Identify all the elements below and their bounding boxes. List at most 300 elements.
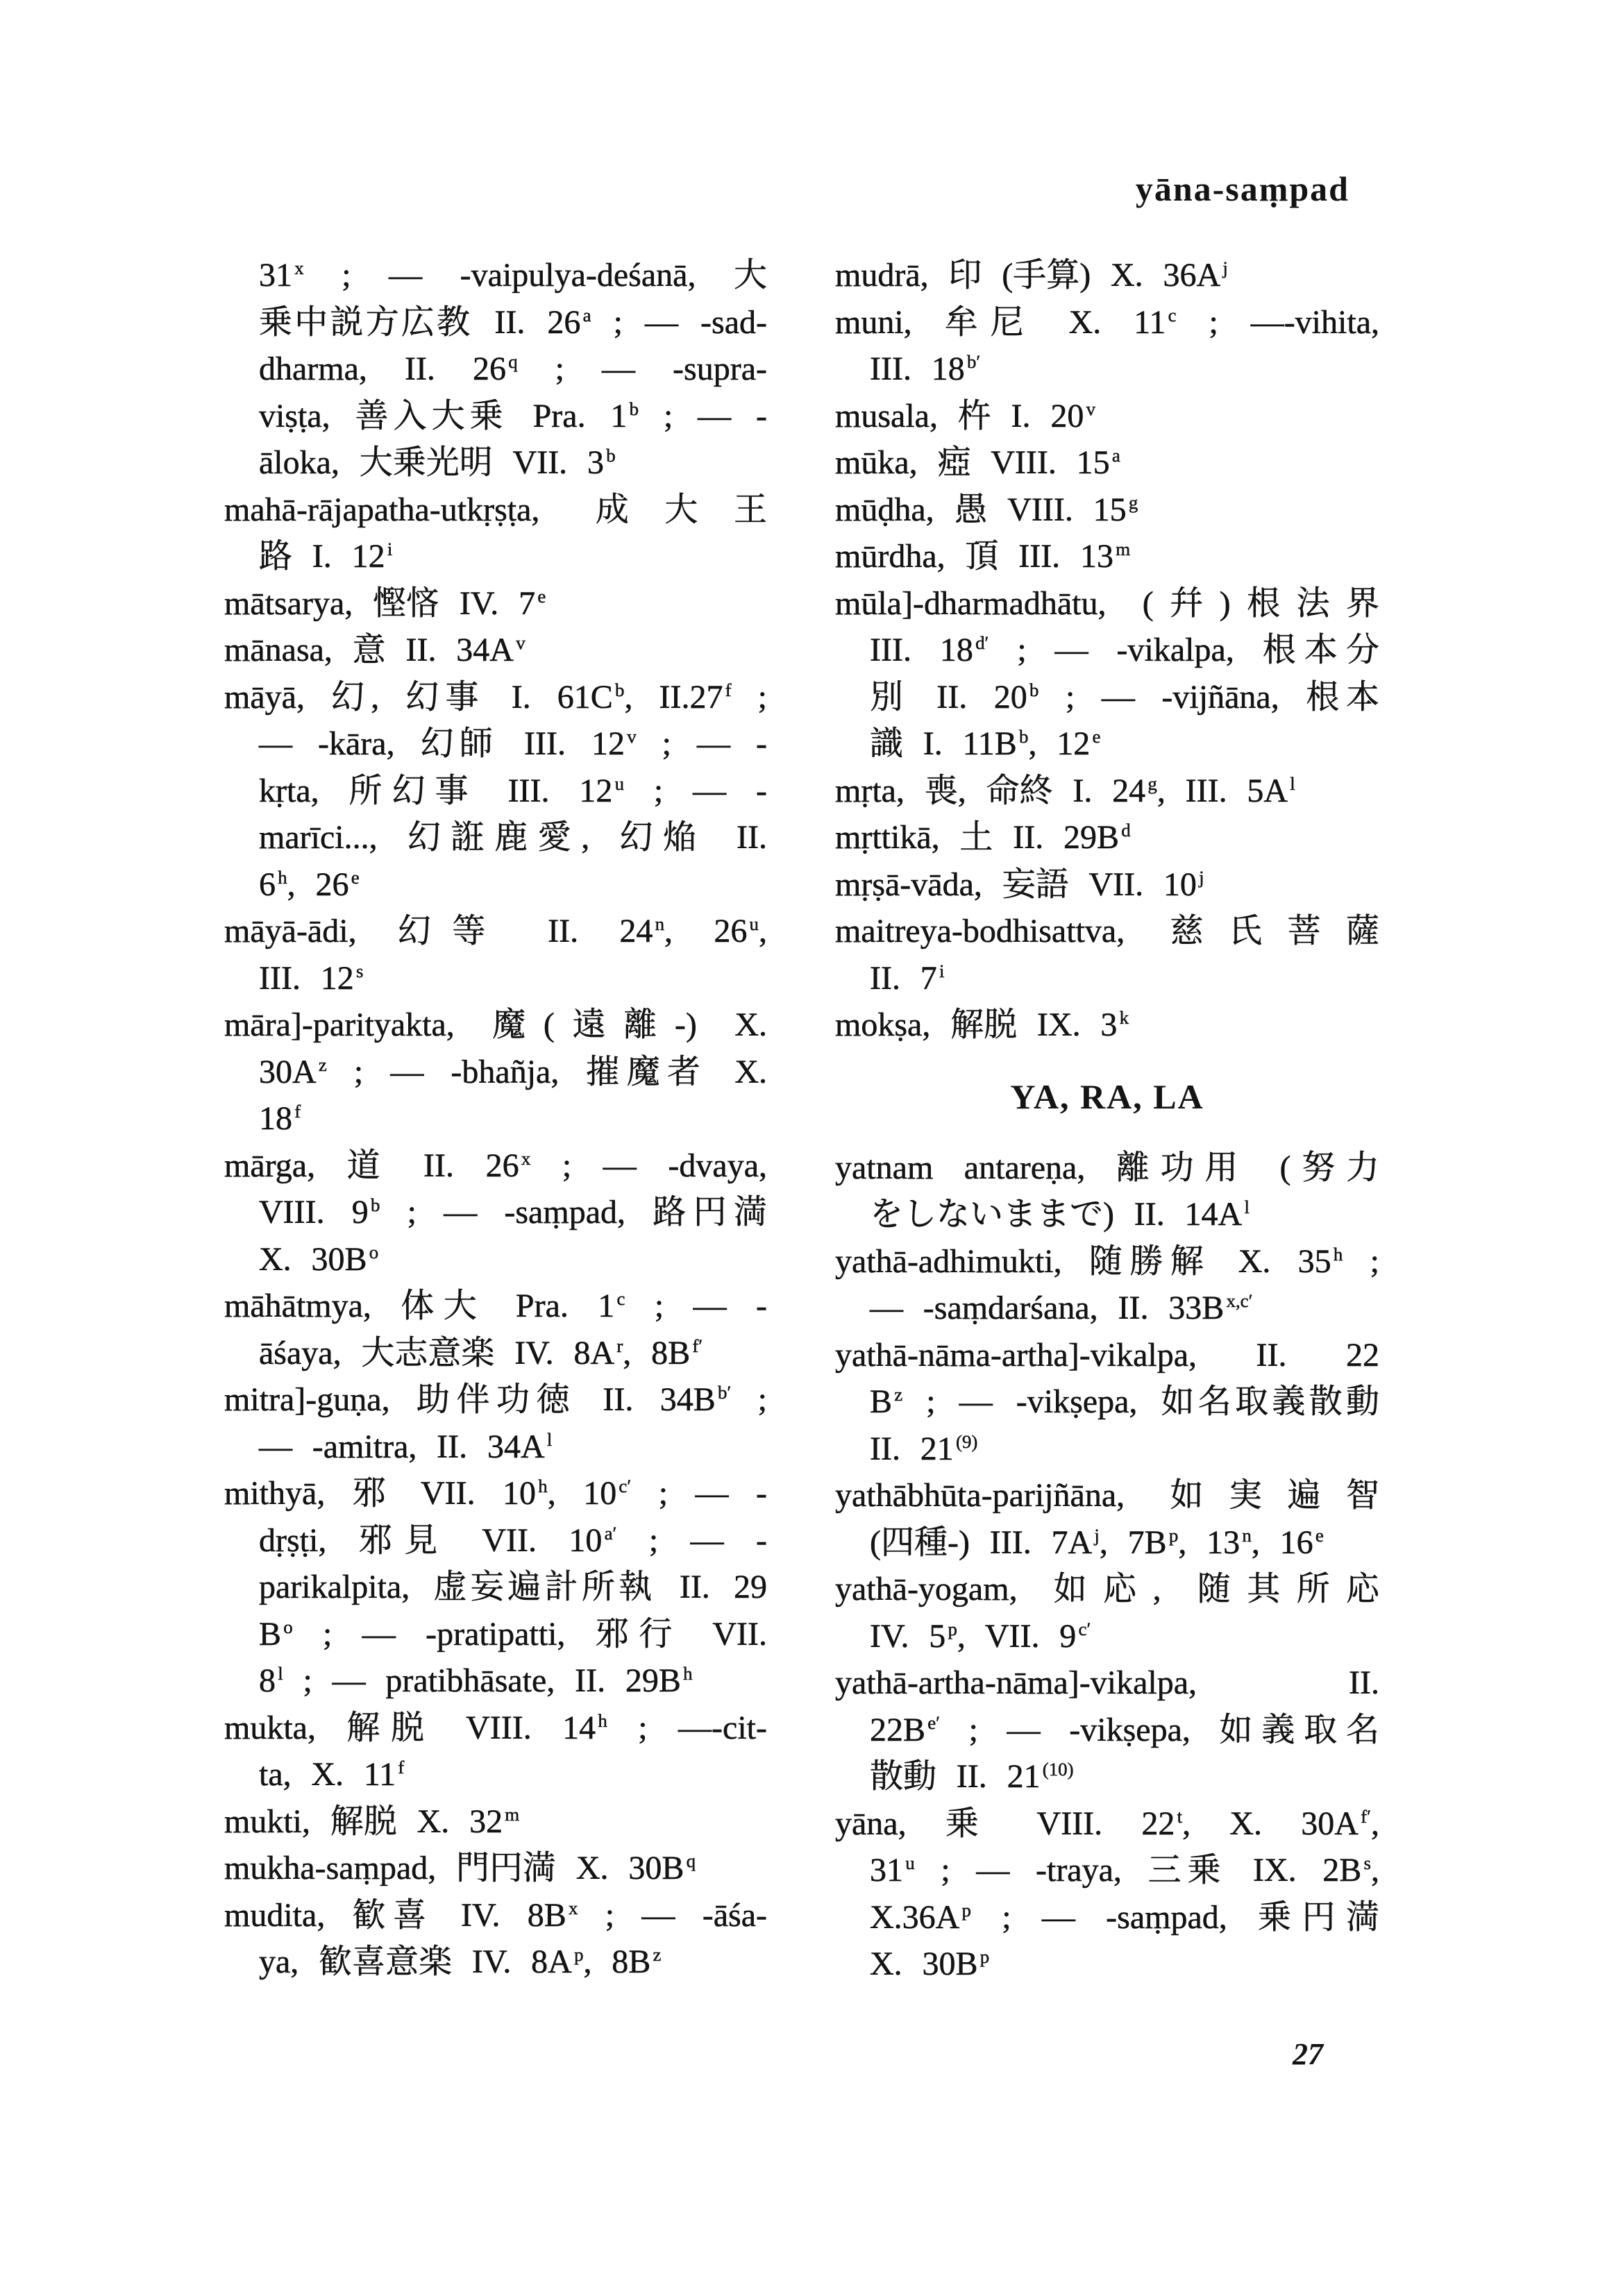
entry-line — [835, 1660, 1379, 1707]
footnote-ref: b — [615, 679, 625, 700]
footnote-ref: v — [516, 632, 525, 654]
entry-text: — -saṃdarśana, II. 33B — [870, 1290, 1225, 1326]
entry-text: , 10 — [547, 1475, 617, 1512]
entry-text: yathā-nāma-artha]-vikalpa, II. 22 — [835, 1336, 1379, 1374]
footnote-ref: f — [294, 1101, 301, 1122]
index-entry — [224, 1283, 767, 1376]
entry-line — [224, 252, 767, 299]
entry-text: ; — - — [616, 1521, 767, 1559]
footnote-ref: u — [905, 1852, 915, 1874]
entry-text: をしないままで) II. 14A — [870, 1196, 1243, 1233]
entry-text: , III. 5A — [1157, 772, 1288, 809]
entry-line — [224, 627, 767, 674]
entry-text: III. 18 — [870, 632, 973, 668]
entry-text: māra]-parityakta, 魔(遠離-) X. — [224, 1006, 767, 1043]
footnote-ref: e — [537, 585, 546, 607]
footnote-ref: x — [521, 1147, 531, 1169]
entry-text: mokṣa, 解脱 IX. 3 — [835, 1006, 1118, 1043]
entry-text: ; — -traya, 三乗 IX. 2B — [914, 1852, 1362, 1889]
entry-line — [224, 1845, 767, 1892]
footnote-ref: f — [398, 1757, 405, 1778]
footnote-ref: h — [278, 866, 287, 888]
index-entry — [224, 627, 767, 674]
entry-text: 18 — [259, 1100, 292, 1137]
entry-text: , 26 — [664, 913, 748, 949]
entry-text: yatnam antareṇa, 離功用 (努力 — [835, 1149, 1379, 1186]
entry-text: , — [758, 913, 767, 949]
entry-text: (四種-) III. 7A — [870, 1523, 1093, 1561]
footnote-ref: e — [1315, 1524, 1324, 1546]
footnote-ref: p — [979, 1946, 990, 1968]
index-entry — [835, 814, 1379, 861]
entry-line — [835, 1238, 1379, 1285]
entry-text: ta, X. 11 — [259, 1756, 396, 1793]
entry-line — [224, 1798, 767, 1846]
entry-text: ; — - — [639, 397, 767, 434]
entry-line — [224, 1189, 767, 1236]
footnote-ref: z — [894, 1384, 903, 1406]
index-entry — [224, 674, 767, 909]
entry-line — [224, 814, 767, 861]
entry-line — [224, 768, 767, 815]
entry-text: , — [1371, 1805, 1379, 1842]
footnote-ref: n — [1242, 1524, 1252, 1546]
entry-line — [224, 1611, 767, 1658]
entry-text: , 8B — [623, 1334, 691, 1371]
footnote-ref: b — [1029, 679, 1039, 700]
entry-text: māyā-ādi, 幻等 II. 24 — [224, 913, 653, 949]
entry-text: , 12 — [1028, 725, 1091, 762]
entry-line — [224, 674, 767, 721]
entry-text: kṛta, 所幻事 III. 12 — [259, 772, 613, 809]
entry-line — [224, 1705, 767, 1752]
entry-line — [835, 1847, 1379, 1894]
index-entry — [224, 1002, 767, 1142]
entry-line — [835, 252, 1379, 299]
footnote-ref: b — [606, 445, 616, 466]
footnote-ref: i — [387, 539, 393, 560]
entry-line — [224, 1376, 767, 1424]
footnote-ref: q — [508, 351, 518, 373]
entry-text: mudrā, 印 (手算) X. 36A — [835, 257, 1221, 294]
entry-line — [835, 1145, 1379, 1192]
index-entry — [835, 1800, 1379, 1988]
index-entry — [224, 1705, 767, 1798]
entry-line — [835, 487, 1379, 534]
footnote-ref: x — [569, 1897, 578, 1918]
entry-line — [224, 1751, 767, 1798]
index-entry — [835, 487, 1379, 534]
entry-line — [224, 1095, 767, 1142]
entry-line — [835, 1285, 1379, 1332]
entry-text: dṛṣṭi, 邪見 VII. 10 — [259, 1521, 603, 1559]
index-entry — [224, 1845, 767, 1892]
index-entry — [835, 252, 1379, 299]
entry-line — [835, 908, 1379, 955]
entry-text: marīci..., 幻誑鹿愛, 幻焔 II. — [259, 819, 767, 856]
footnote-ref: j — [1222, 258, 1228, 279]
entry-text: 31 — [870, 1852, 903, 1889]
section-heading-block — [835, 1049, 1379, 1145]
footnote-ref: b — [1019, 726, 1029, 748]
index-entry — [835, 580, 1379, 768]
entry-line — [835, 1894, 1379, 1941]
footnote-ref: p — [948, 1618, 957, 1639]
footnote-ref: x — [294, 258, 304, 279]
index-entry — [224, 580, 767, 627]
footnote-ref: e — [351, 866, 360, 888]
entry-line — [224, 1657, 767, 1705]
entry-text: ya, 歓喜意楽 IV. 8A — [259, 1943, 572, 1980]
entry-line — [224, 1892, 767, 1939]
index-entry — [835, 393, 1379, 440]
footnote-ref: c — [616, 1288, 625, 1310]
footnote-ref: m — [505, 1803, 520, 1825]
footnote-ref: r — [616, 1335, 623, 1356]
footnote-ref: h — [683, 1663, 693, 1685]
entry-text: ; — [1343, 1242, 1379, 1280]
running-head: yāna-saṃpad — [1135, 169, 1349, 208]
entry-line — [224, 1330, 767, 1377]
entry-text: , X. 30A — [1182, 1805, 1359, 1842]
entry-line — [835, 768, 1379, 815]
index-entry — [835, 1472, 1379, 1566]
entry-text: , 13 — [1178, 1523, 1241, 1561]
entry-line — [835, 1332, 1379, 1379]
entry-text: ; — -pratipatti, 邪行 VII. — [292, 1615, 767, 1653]
footnote-ref: s — [1363, 1852, 1371, 1874]
entry-text: mahā-rājapatha-utkṛṣṭa, 成大王 — [224, 491, 767, 528]
index-entry — [835, 533, 1379, 580]
entry-text: X. 30B — [870, 1945, 978, 1982]
entry-line — [224, 1470, 767, 1517]
entry-text: 8 — [259, 1662, 276, 1699]
entry-line — [224, 1517, 767, 1564]
entry-text: mithyā, 邪 VII. 10 — [224, 1475, 537, 1512]
footnote-ref: e′ — [927, 1712, 941, 1733]
entry-line — [835, 1941, 1379, 1988]
entry-line — [835, 674, 1379, 721]
footnote-ref: e — [1092, 726, 1101, 748]
entry-line — [224, 1424, 767, 1471]
entry-text: ; —-cit- — [607, 1709, 767, 1746]
entry-text: māyā, 幻, 幻事 I. 61C — [224, 678, 613, 716]
footnote-ref: a — [1111, 445, 1120, 466]
footnote-ref: d′ — [975, 632, 989, 654]
footnote-ref: b′ — [966, 351, 981, 373]
entry-text: 22B — [870, 1711, 926, 1748]
footnote-ref: m — [1116, 539, 1131, 560]
footnote-ref: g — [1128, 491, 1138, 513]
footnote-ref: (9) — [956, 1430, 978, 1452]
footnote-ref: l — [278, 1663, 283, 1685]
footnote-ref: o — [283, 1616, 293, 1637]
entry-text: mukha-saṃpad, 門円満 X. 30B — [224, 1850, 684, 1886]
footnote-ref: i — [939, 960, 945, 981]
entry-text: ; — -dvaya, — [530, 1147, 767, 1184]
entry-line — [224, 1236, 767, 1283]
index-entry — [835, 1566, 1379, 1660]
footnote-ref: z — [318, 1054, 327, 1075]
entry-text: X.36A — [870, 1898, 960, 1936]
entry-line — [224, 1564, 767, 1611]
entry-text: viṣṭa, 善入大乗 Pra. 1 — [259, 397, 628, 434]
index-entry — [224, 1142, 767, 1283]
entry-line — [224, 346, 767, 393]
footnote-ref: h — [538, 1476, 548, 1497]
footnote-ref: o — [369, 1241, 379, 1263]
entry-text: III. 12 — [259, 959, 354, 997]
entry-line — [224, 439, 767, 487]
entry-line — [835, 299, 1379, 346]
footnote-ref: f — [725, 679, 732, 700]
footnote-ref: v — [1086, 398, 1096, 419]
entry-line — [835, 955, 1379, 1002]
index-entry — [835, 439, 1379, 487]
entry-text: mṛttikā, 土 II. 29B — [835, 819, 1120, 856]
entry-text: 6 — [259, 866, 276, 903]
index-entry — [224, 1892, 767, 1986]
entry-text: mānasa, 意 II. 34A — [224, 632, 514, 668]
index-entry — [835, 1238, 1379, 1332]
entry-line — [835, 627, 1379, 674]
footnote-ref: f′ — [692, 1335, 703, 1356]
entry-text: , VII. 9 — [957, 1617, 1077, 1655]
footnote-ref: p — [1168, 1524, 1179, 1546]
entry-text: IV. 5 — [870, 1617, 946, 1655]
entry-line — [835, 720, 1379, 768]
entry-line — [224, 908, 767, 955]
entry-text: 乗中説方広教 II. 26 — [259, 303, 581, 341]
entry-text: II. 21 — [870, 1430, 954, 1467]
entry-line — [835, 393, 1379, 440]
entry-line — [835, 346, 1379, 393]
entry-text: maitreya-bodhisattva, 慈氏菩薩 — [835, 913, 1379, 949]
entry-text: , 16 — [1251, 1523, 1313, 1561]
entry-line — [224, 487, 767, 534]
entry-line — [224, 1283, 767, 1330]
entry-line — [835, 1753, 1379, 1800]
entry-text: 30A — [259, 1053, 317, 1090]
entry-text: māhātmya, 体大 Pra. 1 — [224, 1288, 615, 1324]
entry-text: ; — - — [636, 725, 767, 762]
entry-line — [835, 439, 1379, 487]
index-entry — [835, 768, 1379, 815]
entry-text: parikalpita, 虚妄遍計所執 II. 29 — [259, 1569, 767, 1605]
index-entry — [224, 1798, 767, 1846]
footnote-ref: h — [598, 1710, 607, 1731]
footnote-ref: z — [653, 1944, 662, 1966]
entry-text: — -amitra, II. 34A — [259, 1428, 545, 1465]
entry-line — [835, 580, 1379, 627]
footnote-ref: f′ — [1361, 1805, 1371, 1827]
footnote-ref: l — [1290, 773, 1295, 794]
entry-text: , II.27 — [624, 678, 723, 716]
entry-text: dharma, II. 26 — [259, 351, 506, 387]
entry-line — [224, 861, 767, 909]
entry-line — [224, 393, 767, 440]
entry-text: B — [259, 1615, 282, 1653]
footnote-ref: p — [574, 1944, 584, 1966]
entry-text: B — [870, 1383, 893, 1420]
entry-text: āśaya, 大志意楽 IV. 8A — [259, 1334, 615, 1371]
entry-text: ; — -vaipulya-deśanā, 大 — [303, 257, 767, 294]
entry-line — [224, 580, 767, 627]
index-entry — [224, 487, 767, 580]
index-entry — [835, 299, 1379, 393]
index-entry — [835, 1002, 1379, 1049]
entry-text: ; —-vihita, — [1176, 303, 1379, 341]
entry-line — [224, 720, 767, 768]
entry-text: mūḍha, 愚 VIII. 15 — [835, 491, 1127, 528]
entry-line — [835, 814, 1379, 861]
entry-text: ; — -vikalpa, 根本分 — [989, 632, 1379, 668]
entry-text: ; — -vijñāna, 根本 — [1038, 678, 1379, 716]
entry-text: mukta, 解脱 VIII. 14 — [224, 1709, 596, 1746]
entry-line — [835, 1519, 1379, 1567]
entry-text: , 7B — [1099, 1523, 1167, 1561]
footnote-ref: k — [1119, 1007, 1129, 1029]
entry-line — [835, 861, 1379, 909]
footnote-ref: a — [582, 304, 591, 326]
entry-text: yathābhūta-parijñāna, 如実遍智 — [835, 1477, 1379, 1514]
entry-line — [224, 955, 767, 1002]
footnote-ref: d — [1121, 820, 1131, 841]
section-heading: YA, RA, LA — [1010, 1077, 1204, 1116]
footnote-ref: n — [655, 913, 665, 935]
index-entry — [224, 908, 767, 1002]
footnote-ref: s — [355, 960, 364, 981]
entry-text: musala, 杵 I. 20 — [835, 397, 1084, 434]
entry-line — [835, 1800, 1379, 1848]
entry-text: VIII. 9 — [259, 1194, 369, 1231]
footnote-ref: b — [371, 1195, 380, 1216]
entry-line — [835, 1378, 1379, 1426]
footnote-ref: x,c′ — [1226, 1290, 1253, 1312]
entry-text: ; — - — [631, 1475, 767, 1512]
entry-text: II. 7 — [870, 959, 937, 997]
entry-text: ; — -sad- — [591, 303, 767, 341]
entry-text: , 26 — [287, 866, 349, 903]
entry-text: ; — -vikṣepa, 如名取義散動 — [902, 1383, 1379, 1420]
entry-line — [835, 1707, 1379, 1754]
entry-text: mātsarya, 慳悋 IV. 7 — [224, 584, 536, 622]
entry-text: 別 II. 20 — [870, 678, 1027, 716]
entry-text: yathā-artha-nāma]-vikalpa, II. — [835, 1664, 1379, 1701]
entry-text: 31 — [259, 257, 292, 294]
entry-text: 路 I. 12 — [259, 538, 385, 575]
footnote-ref: l — [546, 1428, 553, 1450]
entry-text: , 8B — [583, 1943, 651, 1980]
footnote-ref: c′ — [1078, 1618, 1091, 1639]
entry-line — [835, 1472, 1379, 1519]
footnote-ref: t — [1177, 1805, 1183, 1827]
footnote-ref: h — [1333, 1243, 1343, 1265]
entry-line — [835, 1191, 1379, 1238]
entry-text: yathā-adhimukti, 随勝解 X. 35 — [835, 1242, 1331, 1280]
entry-text: ; — pratibhāsate, II. 29B — [283, 1662, 681, 1699]
footnote-ref: g — [1147, 773, 1157, 794]
entry-text: ; — - — [624, 772, 767, 809]
entry-text: X. 30B — [259, 1240, 367, 1278]
entry-text: ; — -saṃpad, 路円満 — [380, 1194, 767, 1231]
index-entry — [835, 1145, 1379, 1238]
entry-text: mūrdha, 頂 III. 13 — [835, 538, 1113, 575]
entry-text: ; — -āśa- — [578, 1896, 767, 1934]
footnote-ref: b′ — [717, 1382, 732, 1403]
left-column-entries — [224, 252, 767, 1986]
entry-text: yāna, 乗 VIII. 22 — [835, 1805, 1175, 1842]
entry-text: ; — - — [625, 1288, 767, 1324]
entry-line — [835, 533, 1379, 580]
entry-text: muni, 牟尼 X. 11 — [835, 303, 1166, 341]
entry-text: mṛṣā-vāda, 妄語 VII. 10 — [835, 866, 1197, 903]
footnote-ref: (10) — [1042, 1759, 1074, 1780]
footnote-ref: b — [629, 398, 639, 419]
entry-line — [224, 1002, 767, 1049]
entry-text: mṛta, 喪, 命終 I. 24 — [835, 772, 1146, 809]
entry-text: — -kāra, 幻師 III. 12 — [259, 725, 625, 762]
entry-text: yathā-yogam, 如応, 随其所応 — [835, 1571, 1379, 1607]
index-entry — [224, 1376, 767, 1470]
footnote-ref: a′ — [604, 1522, 617, 1544]
page-number: 27 — [1293, 2037, 1323, 2071]
entry-text: ; — -bhañja, 摧魔者 X. — [326, 1053, 767, 1090]
index-entry — [224, 252, 767, 487]
entry-line — [224, 533, 767, 580]
footnote-ref: j — [1199, 866, 1204, 888]
footnote-ref: u — [614, 773, 625, 794]
footnote-ref: v — [627, 726, 637, 748]
entry-line — [224, 1049, 767, 1096]
entry-line — [224, 1939, 767, 1986]
entry-text: III. 18 — [870, 351, 965, 387]
right-column-entries — [835, 252, 1379, 1049]
index-entry — [835, 908, 1379, 1002]
footnote-ref: c — [1168, 304, 1177, 326]
index-entry — [835, 1660, 1379, 1800]
entry-line — [835, 1426, 1379, 1473]
entry-text: mūka, 瘂 VIII. 15 — [835, 444, 1110, 481]
entry-text: mitra]-guṇa, 助伴功徳 II. 34B — [224, 1381, 716, 1418]
right-column — [835, 252, 1379, 1988]
footnote-ref: c′ — [619, 1476, 632, 1497]
index-entry — [835, 861, 1379, 909]
entry-text: 識 I. 11B — [870, 725, 1017, 762]
index-entry — [224, 1470, 767, 1705]
entry-line — [835, 1613, 1379, 1660]
footnote-ref: j — [1094, 1524, 1100, 1546]
entry-text: ; — [731, 1381, 767, 1418]
index-entry — [835, 1332, 1379, 1473]
entry-line — [224, 1142, 767, 1190]
entry-text: , — [1371, 1852, 1379, 1889]
entry-text: āloka, 大乗光明 VII. 3 — [259, 444, 604, 481]
footnote-ref: u — [749, 913, 759, 935]
entry-text: ; — -vikṣepa, 如義取名 — [940, 1711, 1379, 1748]
entry-text: 散動 II. 21 — [870, 1758, 1041, 1795]
footnote-ref: p — [961, 1899, 971, 1921]
entry-line — [835, 1566, 1379, 1613]
left-column — [224, 252, 767, 1986]
entry-line — [224, 299, 767, 346]
entry-line — [835, 1002, 1379, 1049]
entry-text: mūla]-dharmadhātu, (幷)根法界 — [835, 584, 1379, 622]
entry-text: ; — -supra- — [517, 351, 767, 387]
entry-text: mudita, 歓喜 IV. 8B — [224, 1896, 566, 1934]
footnote-ref: q — [686, 1850, 696, 1872]
section-entries — [835, 1145, 1379, 1988]
